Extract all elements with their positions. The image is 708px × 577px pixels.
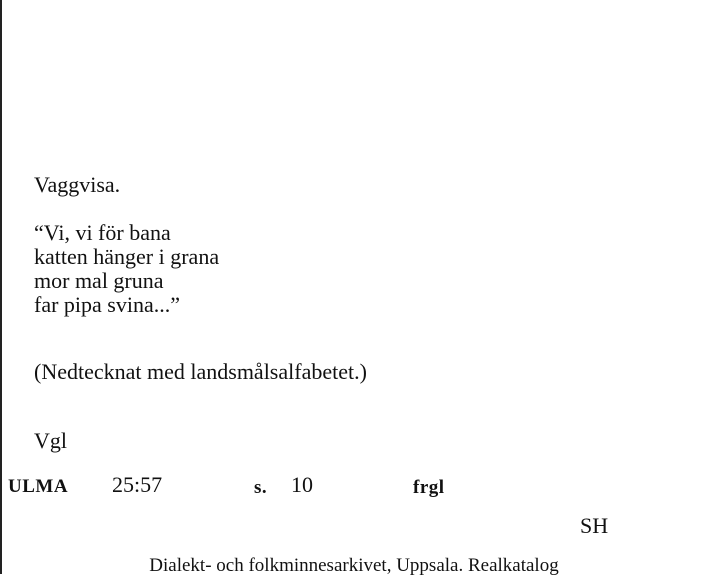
archive-label: ULMA bbox=[8, 476, 69, 497]
archive-number: 25:57 bbox=[112, 472, 163, 497]
verse-line-2: katten hänger i grana bbox=[34, 244, 220, 269]
archive-footer: Dialekt- och folkminnesarkivet, Uppsala. Realkatalog bbox=[149, 555, 559, 576]
page-label: s. bbox=[254, 477, 268, 498]
verse-line-4: far pipa svina...” bbox=[34, 292, 180, 317]
card-left-border bbox=[0, 0, 2, 574]
page-number: 10 bbox=[291, 472, 313, 497]
transcription-note: (Nedtecknat med landsmålsalfabetet.) bbox=[34, 359, 367, 384]
place-code: Vgl bbox=[34, 428, 67, 453]
card-title: Vaggvisa. bbox=[34, 172, 121, 197]
verse-line-3: mor mal gruna bbox=[34, 268, 164, 293]
category-code: frgl bbox=[413, 477, 445, 498]
recorder-initials: SH bbox=[580, 513, 609, 538]
verse-line-1: “Vi, vi för bana bbox=[34, 220, 171, 245]
